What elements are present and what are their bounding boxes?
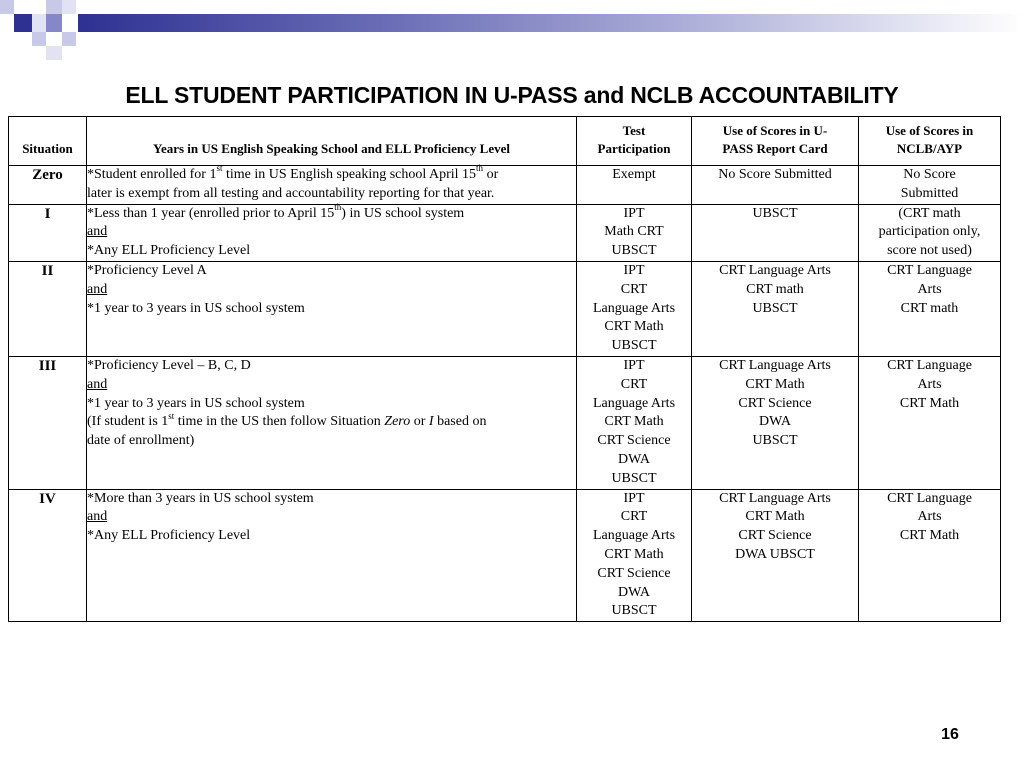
- cell-line: CRT Language Arts: [719, 490, 831, 506]
- cell-line: Exempt: [612, 167, 656, 182]
- table-row: [9, 261, 1001, 356]
- table-header-row: [9, 117, 1001, 166]
- header-line: PASS Report Card: [722, 141, 828, 156]
- table-row: [9, 166, 1001, 205]
- header-line: Participation: [597, 141, 671, 156]
- test-participation-cell: [577, 204, 692, 261]
- situation-cell: I: [9, 204, 87, 261]
- cell-line: score not used): [887, 243, 972, 259]
- description-line: *Any ELL Proficiency Level: [87, 528, 251, 544]
- cell-line: CRT Language: [887, 490, 972, 506]
- description-cell: [87, 201, 577, 261]
- nclb-scores-cell: [859, 489, 1001, 622]
- cell-line: CRT Math: [745, 509, 805, 525]
- description-cell: [87, 163, 577, 205]
- description-line: *Proficiency Level – B, C, D: [87, 357, 251, 373]
- description-line: *Less than 1 year (enrolled prior to April 15th) in US school system: [87, 201, 465, 221]
- deco-square: [46, 0, 62, 14]
- deco-square: [0, 0, 14, 14]
- cell-line: DWA: [618, 584, 650, 600]
- nclb-scores-cell: [859, 356, 1001, 489]
- cell-line: IPT: [623, 357, 645, 373]
- cell-line: IPT: [623, 205, 645, 221]
- description-cell: [87, 356, 577, 489]
- decorative-header-graphic: [0, 0, 1024, 60]
- cell-line: Arts: [917, 281, 942, 297]
- description-line: *Student enrolled for 1st time in US English speaking school April 15th or: [87, 163, 499, 182]
- header-nclb-use: [859, 117, 1001, 166]
- cell-line: CRT Math: [604, 319, 664, 335]
- cell-line: CRT: [620, 509, 648, 525]
- cell-line: Language Arts: [592, 300, 676, 316]
- cell-line: DWA UBSCT: [735, 546, 815, 562]
- test-participation-cell: [577, 261, 692, 356]
- header-situation: Situation: [9, 117, 87, 166]
- description-line: and: [87, 281, 108, 297]
- page-number: 16: [941, 726, 959, 743]
- description-line: and: [87, 376, 108, 392]
- cell-line: CRT Math: [899, 395, 960, 411]
- cell-line: DWA: [618, 451, 650, 467]
- description-line: *1 year to 3 years in US school system: [87, 395, 305, 411]
- cell-line: CRT Language Arts: [719, 262, 831, 278]
- cell-line: No Score Submitted: [718, 167, 832, 182]
- deco-square: [46, 46, 62, 60]
- cell-line: UBSCT: [611, 470, 657, 486]
- nclb-scores-cell: [859, 261, 1001, 356]
- table-row: [9, 204, 1001, 261]
- situation-cell: II: [9, 261, 87, 356]
- cell-line: Submitted: [900, 185, 959, 201]
- deco-square: [62, 0, 76, 14]
- header-line: Use of Scores in: [885, 123, 974, 138]
- description-line: date of enrollment): [87, 433, 195, 449]
- description-line: *1 year to 3 years in US school system: [87, 300, 305, 316]
- cell-line: CRT Science: [597, 565, 671, 581]
- cell-line: CRT Science: [738, 395, 812, 411]
- test-participation-cell: [577, 166, 692, 205]
- participation-table: [8, 116, 1001, 622]
- situation-cell: III: [9, 356, 87, 489]
- cell-line: CRT Language: [887, 357, 972, 373]
- deco-square: [32, 14, 46, 32]
- description-line: and: [87, 224, 108, 240]
- cell-line: participation only,: [878, 224, 981, 240]
- nclb-scores-cell: [859, 204, 1001, 261]
- cell-line: UBSCT: [611, 338, 657, 354]
- deco-square: [62, 32, 76, 46]
- deco-square: [14, 14, 32, 32]
- description-line: *More than 3 years in US school system: [87, 490, 314, 506]
- deco-square: [32, 32, 46, 46]
- header-line: NCLB/AYP: [896, 141, 963, 156]
- upass-scores-cell: [692, 261, 859, 356]
- upass-scores-cell: [692, 489, 859, 622]
- cell-line: UBSCT: [611, 603, 657, 619]
- description-cell: [87, 261, 577, 356]
- cell-line: CRT math: [900, 300, 959, 316]
- table-row: [9, 356, 1001, 489]
- description-line: and: [87, 509, 108, 525]
- table-row: [9, 489, 1001, 622]
- cell-line: DWA: [759, 414, 791, 430]
- upass-scores-cell: [692, 204, 859, 261]
- cell-line: CRT Math: [899, 528, 960, 544]
- cell-line: UBSCT: [611, 243, 657, 259]
- upass-scores-cell: [692, 356, 859, 489]
- cell-line: No Score: [903, 167, 956, 182]
- cell-line: CRT: [620, 281, 648, 297]
- cell-line: IPT: [623, 262, 645, 278]
- cell-line: CRT Science: [597, 433, 671, 449]
- description-line: later is exempt from all testing and accountability reporting for that year.: [87, 185, 495, 201]
- upass-scores-cell: [692, 166, 859, 205]
- cell-line: Language Arts: [592, 528, 676, 544]
- cell-line: Language Arts: [592, 395, 676, 411]
- header-years: Years in US English Speaking School and ELL Proficiency Level: [87, 117, 577, 166]
- cell-line: CRT Math: [604, 414, 664, 430]
- cell-line: IPT: [623, 490, 645, 506]
- description-line: *Any ELL Proficiency Level: [87, 243, 251, 259]
- nclb-scores-cell: [859, 166, 1001, 205]
- cell-line: UBSCT: [752, 300, 798, 316]
- header-test-participation: [577, 117, 692, 166]
- cell-line: CRT Science: [738, 528, 812, 544]
- cell-line: Math CRT: [604, 224, 664, 240]
- cell-line: CRT Math: [745, 376, 805, 392]
- description-line: (If student is 1st time in the US then follow Situation Zero or I based on: [87, 410, 487, 430]
- test-participation-cell: [577, 489, 692, 622]
- cell-line: CRT Language: [887, 262, 972, 278]
- description-line: *Proficiency Level A: [87, 262, 207, 278]
- cell-line: CRT: [620, 376, 648, 392]
- header-upass-use: [692, 117, 859, 166]
- situation-cell: IV: [9, 489, 87, 622]
- cell-line: CRT Math: [604, 546, 664, 562]
- deco-gradient-bar: [78, 14, 1024, 32]
- cell-line: CRT math: [746, 281, 804, 297]
- page-title: ELL STUDENT PARTICIPATION IN U-PASS and NCLB ACCOUNTABILITY: [125, 82, 899, 108]
- cell-line: UBSCT: [752, 205, 798, 221]
- cell-line: CRT Language Arts: [719, 357, 831, 373]
- description-cell: [87, 489, 577, 622]
- cell-line: UBSCT: [752, 433, 798, 449]
- header-line: Use of Scores in U-: [722, 123, 828, 138]
- cell-line: Arts: [917, 376, 942, 392]
- deco-square: [46, 14, 62, 32]
- header-line: Test: [622, 123, 646, 138]
- cell-line: Arts: [917, 509, 942, 525]
- test-participation-cell: [577, 356, 692, 489]
- cell-line: (CRT math: [898, 205, 961, 221]
- situation-cell: Zero: [9, 166, 87, 205]
